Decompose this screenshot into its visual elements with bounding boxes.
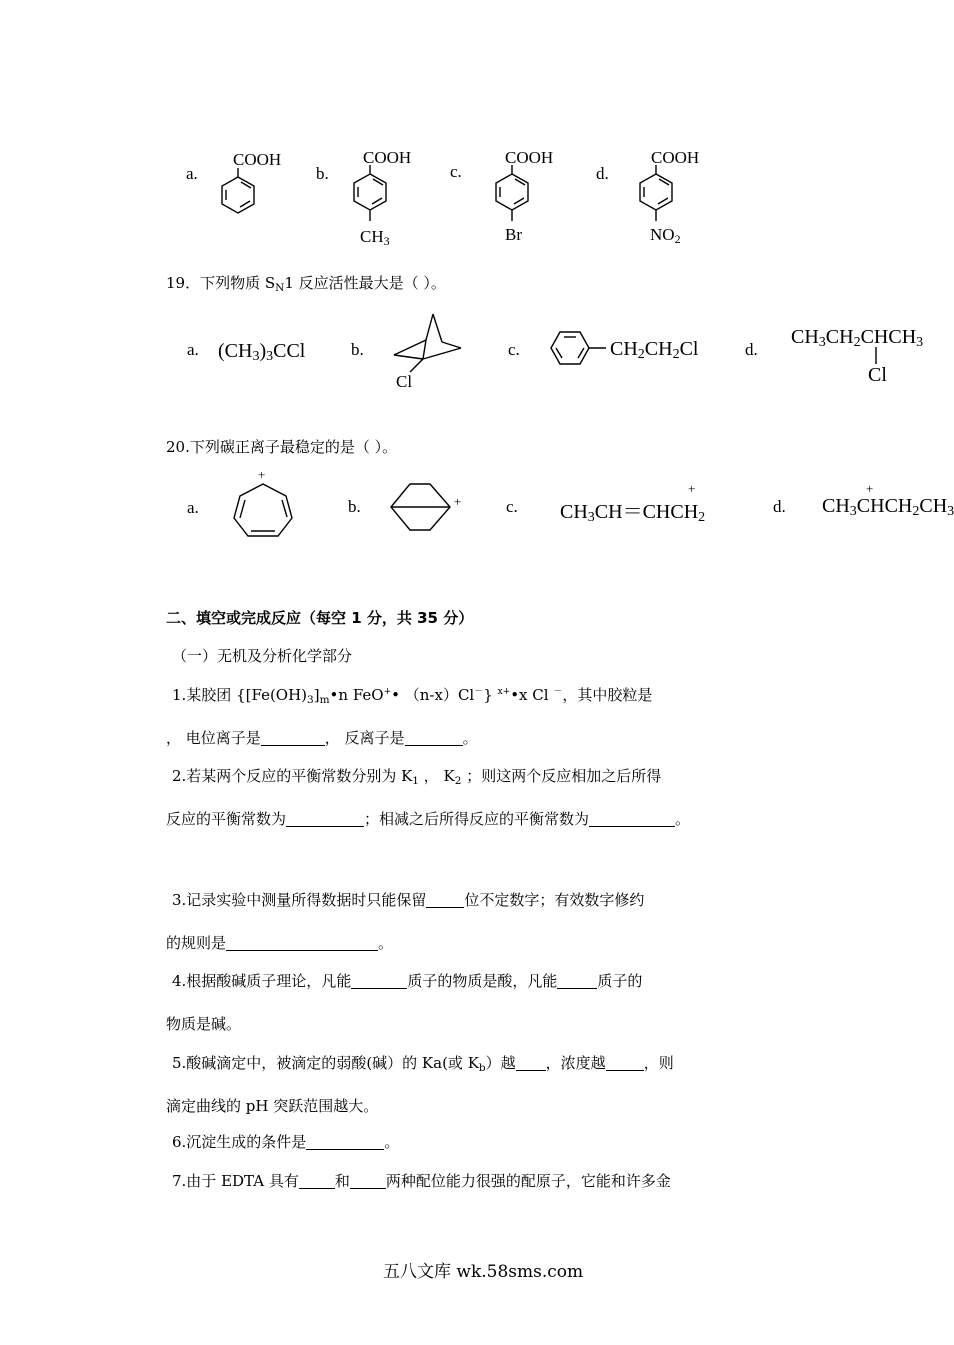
q18-option-c-bottom: Br [505,225,522,244]
blank-rounding-rule[interactable] [226,935,378,951]
q18-option-d-bottom: $NO_2$ [650,225,681,246]
section2-heading: 二、填空或完成反应（每空 1 分，共 35 分） [166,609,474,627]
blank-ka[interactable] [516,1055,546,1071]
item-2-pre: 反应的平衡常数为 [166,810,287,828]
footer: 五八文库 wk.58sms.com [383,1262,584,1282]
item-6 [172,1131,399,1152]
blank-edta-atom-2[interactable] [350,1173,386,1189]
q19-stem: 19．下列物质 $S_N1$ 反应活性最大是（ ）。 [166,274,446,294]
item-6-pre: 6.沉淀生成的条件是 [172,1133,307,1151]
item-7 [172,1170,671,1191]
q20-option-d-formula: $CH_3CHCH_2CH_3$ [822,495,954,519]
blank-concentration[interactable] [606,1055,644,1071]
blank-potential-ion[interactable] [261,730,325,746]
item-2-line-2 [166,808,690,829]
q20-option-a-charge: + [258,467,266,482]
item-3-end: 位不定数字；有效数字修约 [464,891,645,909]
item-2-end: 。 [675,810,691,828]
q19-option-d-formula: $CH_3CH_2CHCH_3$ [791,326,924,350]
item-1-line-2 [166,727,478,748]
q20-option-c-charge: + [688,481,696,496]
q18-option-a-top: COOH [233,150,282,169]
q18-option-b-top: COOH [363,148,412,167]
q19-option-c-letter: c. [508,340,520,359]
q20-option-b-letter: b. [348,497,361,516]
q19-option-a-letter: a. [187,340,199,359]
item-5-end: ，则 [643,1054,674,1072]
q20-option-a-letter: a. [187,498,199,517]
item-1-end: 。 [462,729,478,747]
q19-option-c-formula: $CH_2CH_2Cl$ [610,338,699,362]
q20-option-d-letter: d. [773,497,786,516]
q18-option-c-letter: c. [450,162,462,181]
blank-acid-proton[interactable] [351,973,407,989]
q20-stem: 20.下列碳正离子最稳定的是（ ）。 [166,438,398,456]
q19-option-b-label: Cl [396,372,413,391]
q20-option-d-charge: + [866,481,874,496]
item-3-pre: 3.记录实验中测量所得数据时只能保留 [172,891,427,909]
blank-counter-ion[interactable] [405,730,463,746]
item-5-line-1 [172,1052,674,1074]
item-4-mid: 质子的物质是酸，凡能 [407,972,558,990]
blank-sum-constant[interactable] [286,811,364,827]
item-3-rule-end: 。 [378,934,394,952]
item-5-line-2: 滴定曲线的 pH 突跃范围越大。 [166,1097,379,1115]
section2-sub: （一）无机及分析化学部分 [172,647,353,665]
q18-option-a-letter: a. [186,164,198,183]
q19-option-b-letter: b. [351,340,364,359]
q18-option-c-top: COOH [505,148,554,167]
item-3-rule-pre: 的规则是 [166,934,227,952]
item-2-mid: ；相减之后所得反应的平衡常数为 [364,810,590,828]
item-1-pre: ， 电位离子是 [166,729,261,747]
q20-option-c-letter: c. [506,497,518,516]
blank-edta-atom-1[interactable] [299,1173,335,1189]
q19-option-d-letter: d. [745,340,758,359]
blank-precipitation[interactable] [306,1134,384,1150]
item-4-line-2: 物质是碱。 [166,1015,242,1033]
item-7-pre: 7.由于 EDTA 具有 [172,1172,299,1190]
q18-option-d-top: COOH [651,148,700,167]
blank-uncertain-digits[interactable] [426,892,464,908]
bicyclic-cation [0,0,950,560]
item-1-mid: ， 反离子是 [324,729,405,747]
item-4-end: 质子的 [597,972,643,990]
item-4-line-1 [172,970,642,991]
item-4-pre: 4.根据酸碱质子理论，凡能 [172,972,352,990]
item-3-line-2 [166,932,393,953]
q20-option-c-formula: $CH_3CH=CHCH_2$ [560,501,706,525]
item-3-line-1 [172,889,644,910]
item-2-line-1: 2.若某两个反应的平衡常数分别为 $K_1$ ， $K_2$ ；则这两个反应相加之后所得 [172,767,662,787]
item-6-end: 。 [384,1133,400,1151]
q19-option-d-sub: Cl [868,364,887,386]
q19-option-a-formula: $(CH_3)_3CCl$ [218,340,306,364]
q18-option-b-bottom: $CH_3$ [360,227,390,248]
item-1-line-1: 1.某胶团 {$[Fe(OH)_3]_m•n$ FeO+• （n-x）Cl－} $^{x+}$•x Cl －，其中胶粒是 [172,686,653,706]
item-5-mid: ，浓度越 [545,1054,606,1072]
item-7-end: 两种配位能力很强的配原子，它能和许多金 [385,1172,671,1190]
blank-diff-constant[interactable] [589,811,675,827]
q18-option-b-letter: b. [316,164,329,183]
q20-option-b-charge: + [454,494,462,509]
blank-base-proton[interactable] [557,973,597,989]
q18-option-d-letter: d. [596,164,609,183]
item-7-mid: 和 [334,1172,350,1190]
item-5-pre: 5.酸碱滴定中，被滴定的弱酸(碱）的 Ka(或 $K_b$）越 [172,1054,516,1074]
